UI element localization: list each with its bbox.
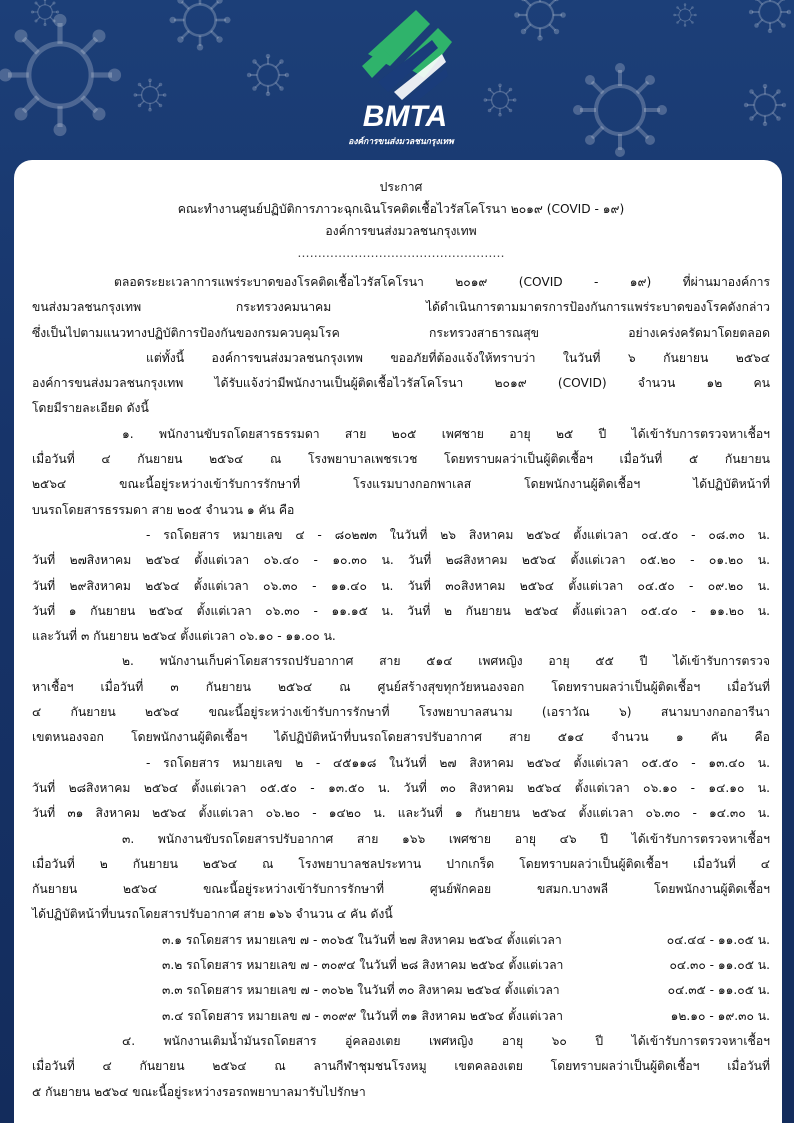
case-4-line: ๕ กันยายน ๒๕๖๔ ขณะนี้อยู่ระหว่างรอรถพยาบาลมารับไปรักษา	[32, 1084, 366, 1099]
organization-name: องค์การขนส่งมวลชนกรุงเทพ	[325, 224, 477, 238]
case-1-line: ๒๕๖๔ ขณะนี้อยู่ระหว่างเข้ารับการรักษาที่ โรงแรมบางกอกพาเลส โดยพนักงานผู้ติดเชื้อฯ ได้ปฏิบัติหน้าที่	[32, 477, 770, 492]
case-3-bus-row	[162, 953, 770, 978]
case-3-bus-row	[162, 1004, 770, 1029]
case-4-line: เมื่อวันที่ ๔ กันยายน ๒๕๖๔ ณ ลานกีฬาชุมชนโรงหมู เขตคลองเตย โดยทราบผลว่าเป็นผู้ติดเชื้อฯ เมื่อวันที่	[32, 1059, 770, 1074]
intro-line: ซึ่งเป็นไปตามแนวทางปฏิบัติการป้องกันของกรมควบคุมโรค กระทรวงสาธารณสุข อย่างเคร่งครัดมาโดยตลอด	[32, 325, 770, 340]
case-3-line: ได้ปฏิบัติหน้าที่บนรถโดยสารปรับอากาศ สาย ๑๖๖ จำนวน ๔ คัน ดังนี้	[32, 907, 393, 922]
intro-line: ตลอดระยะเวลาการแพร่ระบาดของโรคติดเชื้อไวรัสโคโรนา ๒๐๑๙ (COVID - ๑๙) ที่ผ่านมาองค์การ	[114, 275, 770, 289]
announcement-heading: ประกาศ	[379, 180, 423, 194]
bus-time: ๑๒.๑๐ - ๑๙.๓๐ น.	[670, 1008, 770, 1023]
document-body	[32, 176, 770, 1105]
notice-line: โดยมีรายละเอียด ดังนี้	[32, 401, 149, 416]
case-1-line: ๑. พนักงานขับรถโดยสารธรรมดา สาย ๒๐๕ เพศชาย อายุ ๒๕ ปี ได้เข้ารับการตรวจหาเชื้อฯ	[122, 426, 770, 441]
case-1-line: บนรถโดยสารธรรมดา สาย ๒๐๕ จำนวน ๑ คัน คือ	[32, 502, 295, 517]
notice-line: แต่ทั้งนี้ องค์การขนส่งมวลชนกรุงเทพ ขออภัยที่ต้องแจ้งให้ทราบว่า ในวันที่ ๖ กันยายน ๒๕๖๔	[146, 350, 770, 365]
case-1-bus-line: วันที่ ๑ กันยายน ๒๕๖๔ ตั้งแต่เวลา ๐๖.๓๐ - ๑๑.๑๕ น. วันที่ ๒ กันยายน ๒๕๖๔ ตั้งแต่เวลา ๐๕.๔๐ - ๑๑.๒๐ น.	[32, 603, 770, 618]
case-2-bus-line: - รถโดยสาร หมายเลข ๒ - ๔๕๑๑๘ ในวันที่ ๒๗ สิงหาคม ๒๕๖๔ ตั้งแต่เวลา ๐๕.๕๐ - ๑๓.๔๐ น.	[146, 755, 770, 770]
case-1-bus-line: และวันที่ ๓ กันยายน ๒๕๖๔ ตั้งแต่เวลา ๐๖.๑๐ - ๑๑.๐๐ น.	[32, 629, 336, 644]
bus-detail: ๓.๓ รถโดยสาร หมายเลข ๗ - ๓๐๖๒ ในวันที่ ๓๐ สิงหาคม ๒๕๖๔ ตั้งแต่เวลา	[162, 983, 560, 998]
bus-time: ๐๔.๔๔ - ๑๑.๐๕ น.	[666, 932, 770, 947]
case-1-line: เมื่อวันที่ ๔ กันยายน ๒๕๖๔ ณ โรงพยาบาลเพชรเวช โดยทราบผลว่าเป็นผู้ติดเชื้อฯ เมื่อวันที่ ๕ กันยายน	[32, 452, 770, 467]
case-3-line: กันยายน ๒๕๖๔ ขณะนี้อยู่ระหว่างเข้ารับการรักษาที่ ศูนย์พักคอย ขสมก.บางพลี โดยพนักงานผู้ติดเชื้อฯ	[32, 882, 770, 897]
case-2-bus-line: วันที่ ๓๑ สิงหาคม ๒๕๖๔ ตั้งแต่เวลา ๐๖.๒๐ - ๑๔๒๐ น. และวันที่ ๑ กันยายน ๒๕๖๔ ตั้งแต่เวลา ๐๖.๓๐ - ๑๔.๓๐ น.	[32, 806, 770, 821]
case-1-bus-line: วันที่ ๒๙สิงหาคม ๒๕๖๔ ตั้งแต่เวลา ๐๖.๓๐ - ๑๑.๔๐ น. วันที่ ๓๐สิงหาคม ๒๕๖๔ ตั้งแต่เวลา ๐๔.๕๐ - ๐๙.๒๐ น.	[32, 578, 770, 593]
bus-detail: ๓.๑ รถโดยสาร หมายเลข ๗ - ๓๐๖๕ ในวันที่ ๒๗ สิงหาคม ๒๕๖๔ ตั้งแต่เวลา	[162, 932, 562, 947]
intro-line: ขนส่งมวลชนกรุงเทพ กระทรวงคมนาคม ได้ดำเนินการตามมาตรการป้องกันการแพร่ระบาดของโรคดังกล่าว	[32, 300, 770, 315]
committee-title: คณะทำงานศูนย์ปฏิบัติการภาวะฉุกเฉินโรคติดเชื้อไวรัสโคโรนา ๒๐๑๙ (COVID - ๑๙)	[177, 202, 625, 216]
case-4-line: ๔. พนักงานเติมน้ำมันรถโดยสาร อู่คลองเตย เพศหญิง อายุ ๖๐ ปี ได้เข้ารับการตรวจหาเชื้อฯ	[122, 1033, 770, 1048]
bus-time: ๐๔.๓๐ - ๑๑.๐๕ น.	[669, 958, 770, 973]
case-3-bus-row	[162, 928, 770, 953]
bus-detail: ๓.๒ รถโดยสาร หมายเลข ๗ - ๓๐๙๔ ในวันที่ ๒๘ สิงหาคม ๒๕๖๔ ตั้งแต่เวลา	[162, 958, 564, 973]
notice-line: องค์การขนส่งมวลชนกรุงเทพ ได้รับแจ้งว่ามีพนักงานเป็นผู้ติดเชื้อไวรัสโคโรนา ๒๐๑๙ (COVID) จำนวน ๑๒ คน	[32, 376, 770, 391]
case-2-line: ๔ กันยายน ๒๕๖๔ ขณะนี้อยู่ระหว่างเข้ารับการรักษาที่ โรงพยาบาลสนาม (เอราวัณ ๖) สนามบางกอกอารีนา	[32, 705, 770, 720]
case-1-bus-line: วันที่ ๒๗สิงหาคม ๒๕๖๔ ตั้งแต่เวลา ๐๖.๔๐ - ๑๐.๓๐ น. วันที่ ๒๘สิงหาคม ๒๕๖๔ ตั้งแต่เวลา ๐๕.๒๐ - ๐๑.๒๐ น.	[32, 553, 770, 568]
case-2-bus-line: วันที่ ๒๘สิงหาคม ๒๕๖๔ ตั้งแต่เวลา ๐๕.๕๐ - ๑๓.๕๐ น. วันที่ ๓๐ สิงหาคม ๒๕๖๔ ตั้งแต่เวลา ๐๖.๑๐ - ๑๔.๑๐ น.	[32, 780, 770, 795]
case-2-line: ๒. พนักงานเก็บค่าโดยสารรถปรับอากาศ สาย ๕๑๔ เพศหญิง อายุ ๕๕ ปี ได้เข้ารับการตรวจ	[122, 654, 770, 669]
logo-subtitle: องค์การขนส่งมวลชนกรุงเทพ	[348, 137, 454, 147]
bus-time: ๐๔.๓๕ - ๑๑.๐๕ น.	[667, 983, 770, 998]
bus-detail: ๓.๔ รถโดยสาร หมายเลข ๗ - ๓๐๙๙ ในวันที่ ๓๑ สิงหาคม ๒๕๖๔ ตั้งแต่เวลา	[162, 1008, 563, 1023]
case-3-line: เมื่อวันที่ ๒ กันยายน ๒๕๖๔ ณ โรงพยาบาลชลประทาน ปากเกร็ด โดยทราบผลว่าเป็นผู้ติดเชื้อฯ เมื่อวันที่ ๔	[32, 856, 770, 871]
case-1-bus-line: - รถโดยสาร หมายเลข ๔ - ๘๐๒๗๓ ในวันที่ ๒๖ สิงหาคม ๒๕๖๔ ตั้งแต่เวลา ๐๔.๕๐ - ๐๘.๓๐ น.	[146, 527, 770, 542]
case-3-bus-row	[162, 978, 770, 1003]
logo-brand: BMTA	[362, 100, 448, 133]
case-3-line: ๓. พนักงานขับรถโดยสารปรับอากาศ สาย ๑๖๖ เพศชาย อายุ ๔๖ ปี ได้เข้ารับการตรวจหาเชื้อฯ	[122, 831, 770, 846]
separator-dots: ……………………………………………	[297, 246, 505, 260]
case-3-bus-list	[32, 928, 770, 1029]
case-2-line: เขตหนองจอก โดยพนักงานผู้ติดเชื้อฯ ได้ปฏิบัติหน้าที่บนรถโดยสารปรับอากาศ สาย ๕๑๔ จำนวน ๑ คัน คือ	[32, 730, 770, 745]
case-2-line: หาเชื้อฯ เมื่อวันที่ ๓ กันยายน ๒๕๖๔ ณ ศูนย์สร้างสุขทุกวัยหนองจอก โดยทราบผลว่าเป็นผู้ติดเชื้อฯ เมื่อวันที่	[32, 679, 770, 694]
